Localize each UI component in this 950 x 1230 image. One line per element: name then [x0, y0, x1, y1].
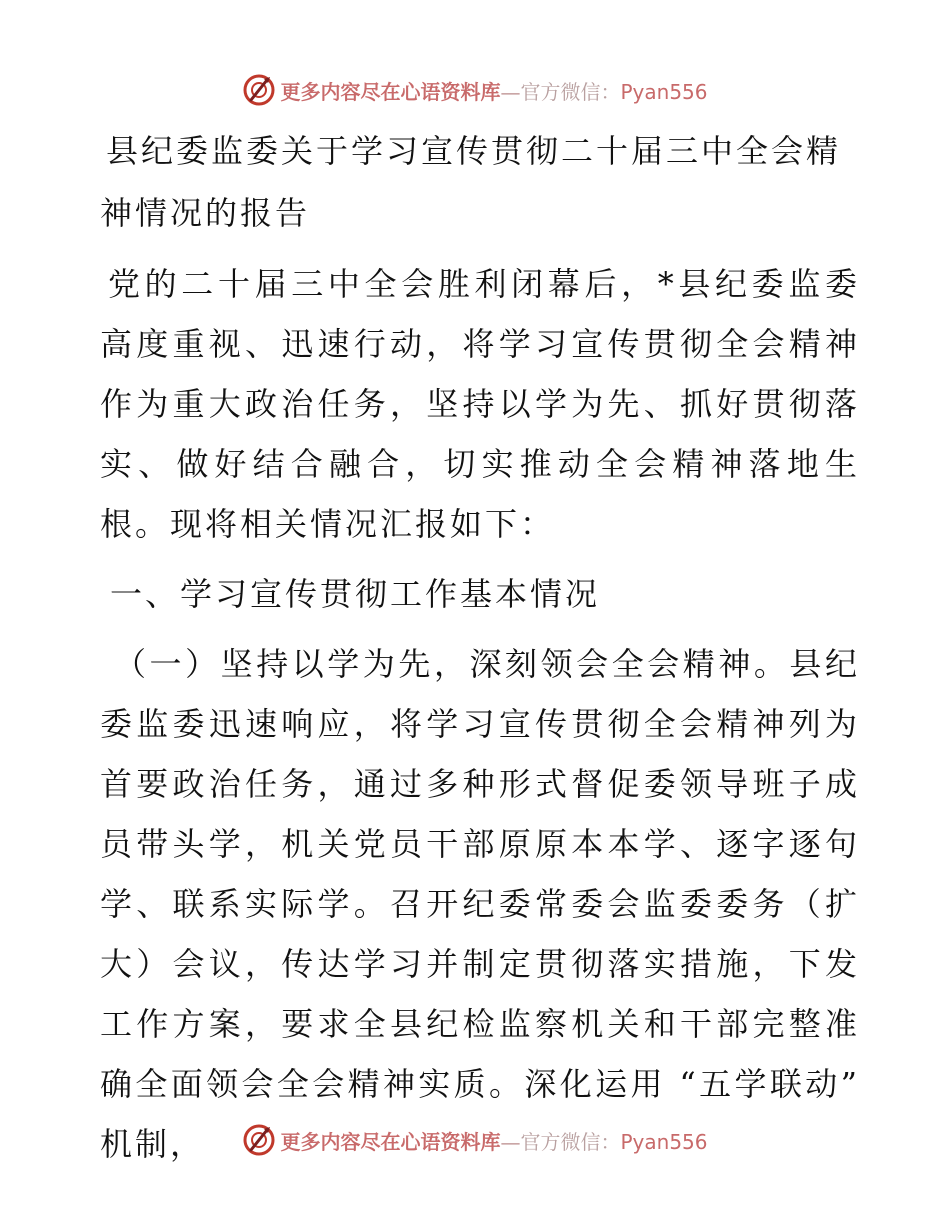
document-body	[100, 120, 860, 1174]
watermark-wechat-label: 官方微信：	[520, 1129, 621, 1154]
section-heading: 一、学习宣传贯彻工作基本情况	[110, 575, 601, 613]
watermark-header	[0, 70, 950, 110]
watermark-footer	[0, 1120, 950, 1160]
watermark-logo-icon	[242, 73, 276, 107]
watermark-site-text: 更多内容尽在心语资料库	[280, 1129, 501, 1154]
section-paragraph: （一）坚持以学为先，深刻领会全会精神。县纪委监委迅速响应，将学习宣传贯彻全会精神列为首要政治任务，通过多种形式督促委领导班子成员带头学，机关党员干部原原本本学、逐字逐句学、联系实际学。召开纪委常委会监委委务（扩大）会议，传达学习并制定贯彻落实措施，下发工作方案，要求全县纪检监察机关和干部完整准确全面领会全会精神实质。深化运用 “五学联动” 机制，	[100, 645, 860, 1163]
watermark-wechat-id: Pyan556	[620, 79, 708, 104]
intro-paragraph: 党的二十届三中全会胜利闭幕后，*县纪委监委高度重视、迅速行动，将学习宣传贯彻全会精神作为重大政治任务，坚持以学为先、抓好贯彻落实、做好结合融合，切实推动全会精神落地生根。现将相关情况汇报如下：	[100, 265, 860, 543]
watermark-text	[280, 1126, 707, 1155]
document-title: 县纪委监委关于学习宣传贯彻二十届三中全会精神情况的报告	[100, 132, 842, 232]
watermark-dash: —	[500, 1129, 521, 1154]
watermark-wechat-label: 官方微信：	[520, 79, 621, 104]
watermark-text	[280, 76, 707, 105]
watermark-dash: —	[500, 79, 521, 104]
watermark-logo-icon	[242, 1123, 276, 1157]
watermark-wechat-id: Pyan556	[620, 1129, 708, 1154]
watermark-site-text: 更多内容尽在心语资料库	[280, 79, 501, 104]
